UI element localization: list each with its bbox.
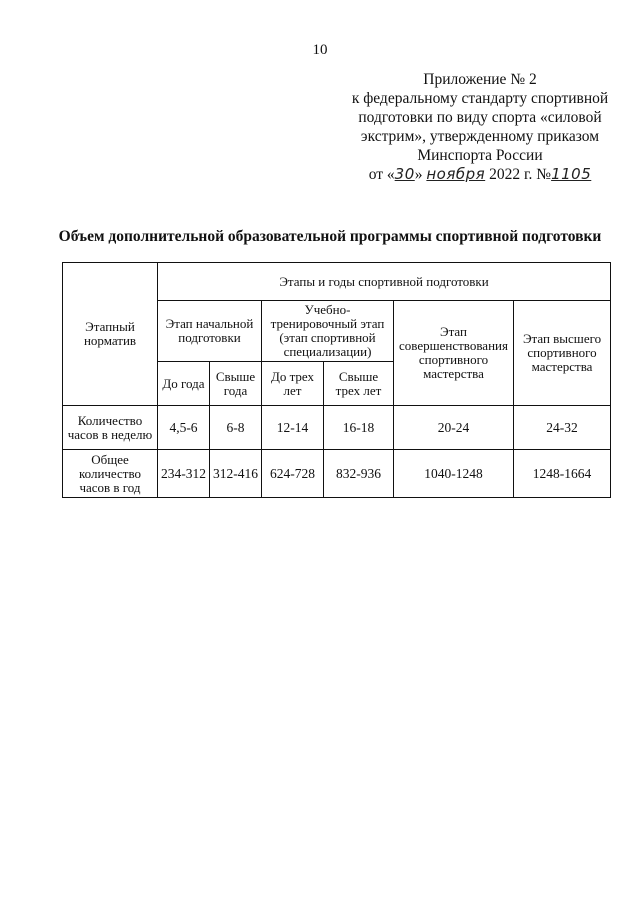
subheader-up-to-three: До трех лет — [262, 362, 324, 406]
row-label: Количество часов в неделю — [63, 406, 158, 450]
header-stage-initial: Этап начальной подготовки — [158, 301, 262, 362]
table-cell: 1248-1664 — [514, 450, 611, 498]
table-cell: 20-24 — [394, 406, 514, 450]
table-cell: 832-936 — [324, 450, 394, 498]
table-cell: 1040-1248 — [394, 450, 514, 498]
program-volume-table — [62, 262, 611, 498]
header-stage-highest: Этап высшего спортивного мастерства — [514, 301, 611, 406]
subheader-over-year: Свыше года — [210, 362, 262, 406]
appendix-line-5: Минспорта России — [417, 147, 543, 164]
appendix-line-2: к федеральному стандарту спортивной — [351, 90, 609, 107]
date-month: ноября — [426, 165, 486, 183]
header-stage-training: Учебно-тренировочный этап (этап спортивной специализации) — [262, 301, 394, 362]
table-cell: 16-18 — [324, 406, 394, 450]
date-year: 2022 г. № — [489, 166, 552, 183]
subheader-over-three: Свыше трех лет — [324, 362, 394, 406]
appendix-line-3: подготовки по виду спорта «силовой — [358, 109, 602, 126]
table-cell: 6-8 — [210, 406, 262, 450]
date-prefix: от « — [368, 166, 395, 183]
header-stage-perfection: Этап совершенствования спортивного мастерства — [394, 301, 514, 406]
table-cell: 624-728 — [262, 450, 324, 498]
subheader-up-to-year: До года — [158, 362, 210, 406]
table-cell: 12-14 — [262, 406, 324, 450]
date-day: 30 — [394, 165, 415, 183]
order-number: 1105 — [551, 165, 592, 183]
page-number: 10 — [312, 42, 328, 58]
table-cell: 312-416 — [210, 450, 262, 498]
table-row — [63, 450, 611, 498]
appendix-line-4: экстрим», утвержденному приказом — [360, 128, 600, 145]
table-row — [63, 406, 611, 450]
appendix-header — [330, 70, 630, 184]
table-cell: 234-312 — [158, 450, 210, 498]
table-cell: 24-32 — [514, 406, 611, 450]
appendix-line-1: Приложение № 2 — [423, 71, 537, 88]
row-label: Общее количество часов в год — [63, 450, 158, 498]
header-norm: Этапный норматив — [63, 263, 158, 406]
table-cell: 4,5-6 — [158, 406, 210, 450]
date-mid: » — [414, 166, 423, 183]
document-title: Объем дополнительной образовательной программы спортивной подготовки — [58, 228, 602, 245]
appendix-date-line — [330, 165, 630, 184]
header-stages: Этапы и годы спортивной подготовки — [158, 263, 611, 301]
